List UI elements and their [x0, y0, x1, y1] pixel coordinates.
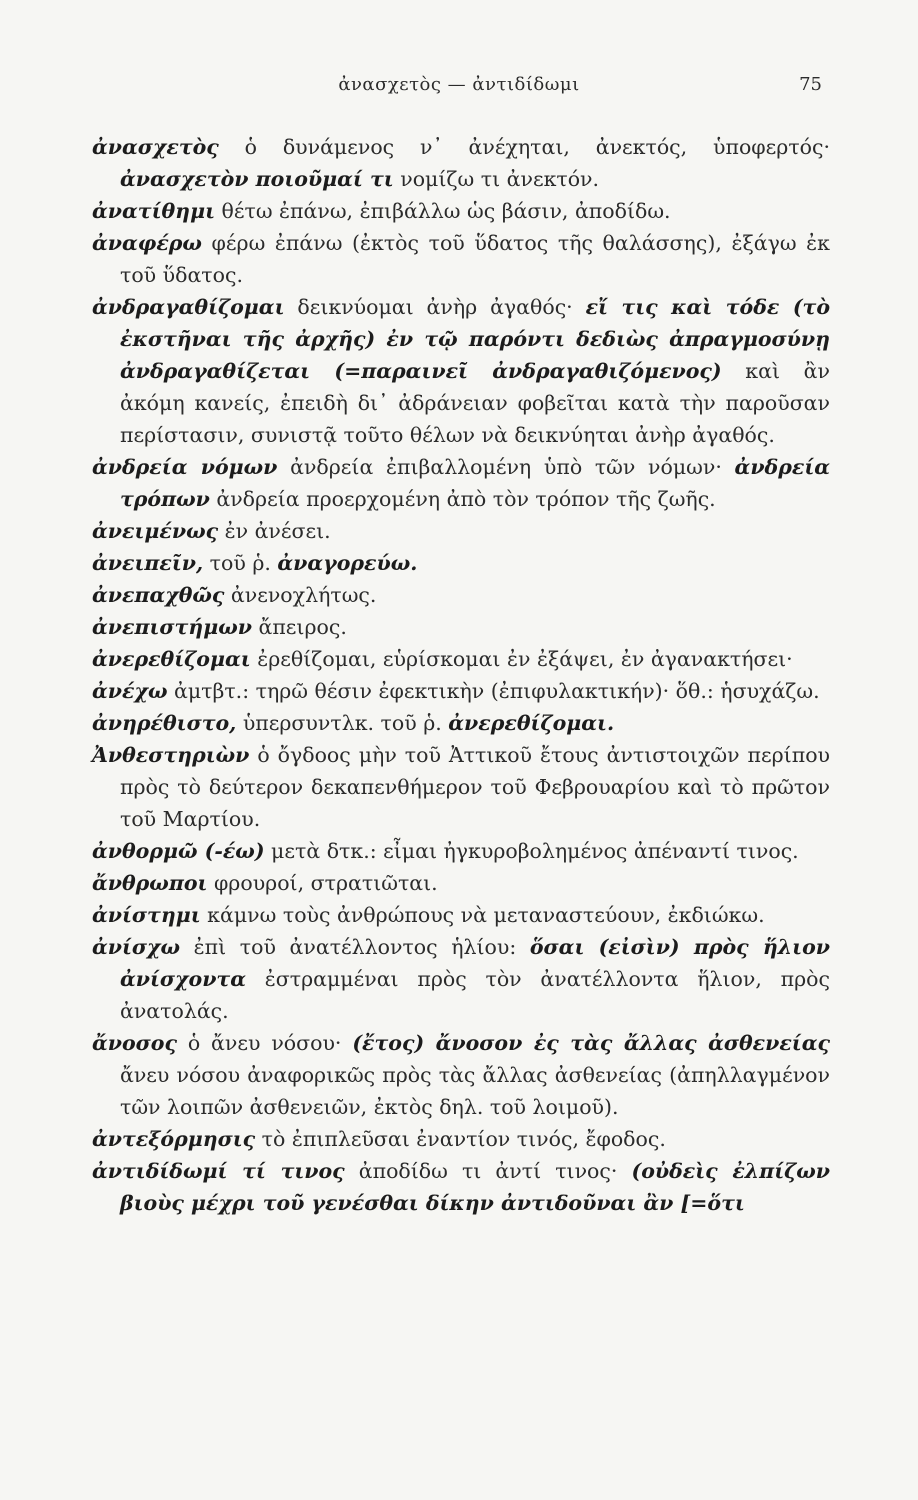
entry-example: ἀνερεθίζομαι. [448, 711, 615, 735]
dictionary-entry [92, 515, 830, 547]
dictionary-entry [92, 707, 830, 739]
entry-definition: ἐστραμμέναι πρὸς τὸν ἀνατέλλοντα ἥλιον, πρὸς ἀνατολάς. [120, 967, 830, 1023]
entry-headword: ἀντεξόρμησις [92, 1127, 256, 1151]
entry-definition: κάμνω τοὺς ἀνθρώπους νὰ μεταναστεύουν, ἐκδιώκω. [200, 903, 765, 927]
entry-headword: ἀνατίθημι [92, 199, 215, 223]
entry-headword: ἀναφέρω [92, 231, 202, 255]
dictionary-entry [92, 739, 830, 835]
dictionary-entry [92, 675, 830, 707]
dictionary-entry [92, 835, 830, 867]
entry-definition: φρουροί, στρατιῶται. [207, 871, 438, 895]
dictionary-entry [92, 931, 830, 1027]
entry-example: ἀνασχετὸν ποιοῦμαί τι [120, 167, 394, 191]
entry-headword: ἀνασχετὸς [92, 135, 219, 159]
entry-example: ἀνδρεία τρόπων [120, 455, 831, 511]
entry-definition: τὸ ἐπιπλεῦσαι ἐναντίον τινός, ἔφοδος. [255, 1127, 666, 1151]
running-title: ἀνασχετὸς — ἀντιδίδωμι [338, 74, 580, 95]
entry-definition: ἐπὶ τοῦ ἀνατέλλοντος ἡλίου: [180, 935, 530, 959]
entry-definition: δεικνύομαι ἀνὴρ ἀγαθός· [284, 295, 586, 319]
dictionary-entry [92, 1027, 830, 1123]
entry-definition: ὁ δυνάμενος ν᾽ ἀνέχηται, ἀνεκτός, ὑποφερτός· [218, 135, 830, 159]
entry-headword: ἀνδρεία νόμων [92, 455, 278, 479]
entry-definition: καὶ ἂν ἀκόμη κανείς, ἐπειδὴ δι᾽ ἀδράνειαν φοβεῖται κατὰ τὴν παροῦσαν περίστασιν, συνιστᾷ τοῦτο θέλων νὰ δεικνύηται ἀνὴρ ἀγαθός. [120, 359, 830, 447]
dictionary-entries [92, 131, 830, 1219]
dictionary-entry [92, 579, 830, 611]
dictionary-entry [92, 227, 830, 291]
entry-headword: ἀνθορμῶ (-έω) [92, 839, 265, 863]
entry-headword: ἀνειπεῖν, [92, 551, 204, 575]
entry-headword: ἄνοσος [92, 1031, 177, 1055]
entry-definition: θέτω ἐπάνω, ἐπιβάλλω ὡς βάσιν, ἀποδίδω. [215, 199, 671, 223]
entry-example: (ἔτος) ἄνοσον ἐς τὰς ἄλλας ἀσθενείας [352, 1031, 830, 1055]
entry-headword: ἀνέχω [92, 679, 168, 703]
entry-definition: ὁ ἄνευ νόσου· [176, 1031, 353, 1055]
entry-definition: μετὰ δτκ.: εἶμαι ἠγκυροβολημένος ἀπέναντί τινος. [264, 839, 799, 863]
entry-definition: ἀποδίδω τι ἀντί τινος· [344, 1159, 632, 1183]
dictionary-entry [92, 899, 830, 931]
dictionary-entry [92, 547, 830, 579]
dictionary-entry [92, 1123, 830, 1155]
dictionary-entry [92, 867, 830, 899]
entry-example: εἴ τις καὶ τόδε (τὸ ἐκστῆναι τῆς ἀρχῆς) ἐν τῷ παρόντι δεδιὼς ἀπραγμοσύνῃ ἀνδραγαθίζεται (=παραινεῖ ἀνδραγαθιζόμενος) [120, 295, 830, 383]
entry-definition: ἐρεθίζομαι, εὑρίσκομαι ἐν ἐξάψει, ἐν ἀγανακτήσει· [250, 647, 793, 671]
entry-definition: ἄπειρος. [251, 615, 347, 639]
entry-definition: ἐν ἀνέσει. [218, 519, 331, 543]
entry-headword: ἀνεπαχθῶς [92, 583, 225, 607]
entry-definition: ὁ ὄγδοος μὴν τοῦ Ἀττικοῦ ἔτους ἀντιστοιχῶν περίπου πρὸς τὸ δεύτερον δεκαπενθήμερον τοῦ Φεβρουαρίου καὶ τὸ πρῶτον τοῦ Μαρτίου. [120, 743, 830, 831]
entry-definition: νομίζω τι ἀνεκτόν. [393, 167, 600, 191]
entry-definition: ὑπερσυντλκ. τοῦ ῥ. [236, 711, 449, 735]
dictionary-entry [92, 131, 830, 195]
entry-headword: Ἀνθεστηριὼν [92, 743, 250, 767]
entry-example: (οὐδεὶς ἐλπίζων βιοὺς μέχρι τοῦ γενέσθαι δίκην ἀντιδοῦναι ἂν [=ὅτι [120, 1159, 830, 1215]
entry-definition: ἀνενοχλήτως. [224, 583, 377, 607]
dictionary-entry [92, 291, 830, 451]
entry-headword: ἀνίσχω [92, 935, 181, 959]
entry-headword: ἀνεπιστήμων [92, 615, 252, 639]
dictionary-entry [92, 611, 830, 643]
dictionary-entry [92, 195, 830, 227]
entry-example: ἀναγορεύω. [277, 551, 418, 575]
dictionary-entry [92, 643, 830, 675]
entry-definition: ἄνευ νόσου ἀναφορικῶς πρὸς τὰς ἄλλας ἀσθενείας (ἀπηλλαγμένον τῶν λοιπῶν ἀσθενειῶν, ἐκτὸς δηλ. τοῦ λοιμοῦ). [120, 1063, 830, 1119]
entry-headword: ἀνδραγαθίζομαι [92, 295, 285, 319]
running-head [0, 74, 918, 104]
entry-definition: ἀνδρεία προερχομένη ἀπὸ τὸν τρόπον τῆς ζωῆς. [209, 487, 716, 511]
entry-headword: ἄνθρωποι [92, 871, 208, 895]
dictionary-entry [92, 1155, 830, 1219]
entry-definition: ἀμτβτ.: τηρῶ θέσιν ἐφεκτικὴν (ἐπιφυλακτικήν)· ὅθ.: ἡσυχάζω. [167, 679, 820, 703]
entry-definition: τοῦ ῥ. [203, 551, 278, 575]
entry-headword: ἀνειμένως [92, 519, 219, 543]
entry-headword: ἀνηρέθιστο, [92, 711, 237, 735]
dictionary-entry [92, 451, 830, 515]
entry-example: ὅσαι (εἰσὶν) πρὸς ἥλιον ἀνίσχοντα [120, 935, 830, 991]
page-number: 75 [799, 74, 822, 95]
entry-definition: ἀνδρεία ἐπιβαλλομένη ὑπὸ τῶν νόμων· [277, 455, 735, 479]
entry-definition: φέρω ἐπάνω (ἐκτὸς τοῦ ὕδατος τῆς θαλάσσης), ἐξάγω ἐκ τοῦ ὕδατος. [120, 231, 830, 287]
entry-headword: ἀνίστημι [92, 903, 201, 927]
entry-headword: ἀντιδίδωμί τί τινος [92, 1159, 345, 1183]
entry-headword: ἀνερεθίζομαι [92, 647, 251, 671]
